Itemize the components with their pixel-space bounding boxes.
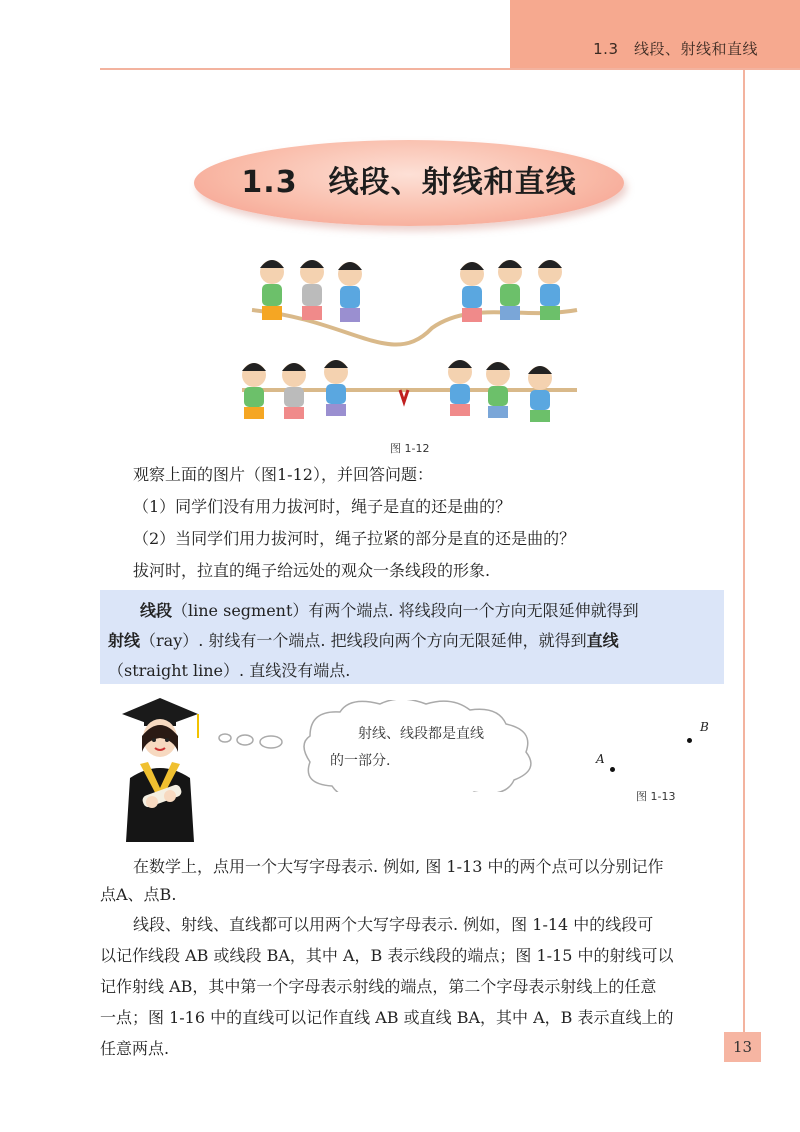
question-2: （2）当同学们用力拔河时，绳子拉紧的部分是直的还是曲的？ bbox=[133, 529, 576, 548]
margin-rule bbox=[743, 68, 745, 1038]
figure-caption-1-13: 图 1-13 bbox=[636, 790, 676, 803]
body-p2-line4: 一点；图 1-16 中的直线可以记作直线 AB 或直线 BA，其中 A，B 表示直线上的 bbox=[100, 1008, 674, 1027]
term-straight-line: 直线 bbox=[586, 631, 619, 650]
body-p2-line3: 记作射线 AB，其中第一个字母表示射线的端点，第二个字母表示射线上的任意 bbox=[100, 977, 657, 996]
point-a-label: A bbox=[596, 752, 605, 766]
body-p1-line2: 点A、点B. bbox=[100, 885, 177, 904]
header-rule bbox=[100, 68, 800, 70]
definition-line-2 bbox=[108, 628, 619, 651]
tug-conclusion: 拔河时，拉直的绳子给远处的观众一条线段的形象. bbox=[133, 561, 491, 580]
tug-of-war-illustration bbox=[232, 250, 592, 440]
definition-line-1-text: （line segment）有两个端点. 将线段向一个方向无限延伸就得到 bbox=[172, 601, 639, 620]
graduate-child-illustration bbox=[112, 692, 208, 842]
question-intro: 观察上面的图片（图1-12），并回答问题： bbox=[133, 465, 433, 484]
point-b-label: B bbox=[700, 720, 709, 734]
child-figure bbox=[260, 260, 284, 320]
body-p1-line1: 在数学上，点用一个大写字母表示. 例如, 图 1-13 中的两个点可以分别记作 bbox=[133, 857, 664, 876]
point-b bbox=[687, 738, 692, 743]
definition-line-3: （straight line）. 直线没有端点. bbox=[108, 661, 351, 680]
term-ray: 射线 bbox=[108, 631, 141, 650]
page-title: 1.3 线段、射线和直线 bbox=[241, 165, 577, 200]
thought-cloud bbox=[215, 700, 560, 792]
definition-line-2-text: （ray）. 射线有一个端点. 把线段向两个方向无限延伸，就得到 bbox=[140, 631, 587, 650]
cloud-text-line-2: 的一部分. bbox=[330, 753, 391, 769]
page-number: 13 bbox=[732, 1038, 753, 1056]
body-p2-line2: 以记作线段 AB 或线段 BA，其中 A，B 表示线段的端点；图 1-15 中的射线可以 bbox=[100, 946, 674, 965]
question-1: （1）同学们没有用力拔河时，绳子是直的还是曲的？ bbox=[133, 497, 512, 516]
term-line-segment: 线段 bbox=[140, 601, 173, 620]
definition-line-1 bbox=[140, 598, 639, 621]
header-section-title: 1.3 线段、射线和直线 bbox=[593, 40, 758, 58]
point-a bbox=[610, 767, 615, 772]
figure-caption-1-12: 图 1-12 bbox=[390, 442, 430, 455]
cloud-text-line-1: 射线、线段都是直线 bbox=[358, 726, 484, 742]
body-p2-line1: 线段、射线、直线都可以用两个大写字母表示. 例如，图 1-14 中的线段可 bbox=[133, 915, 654, 934]
body-p2-line5: 任意两点. bbox=[100, 1039, 170, 1058]
